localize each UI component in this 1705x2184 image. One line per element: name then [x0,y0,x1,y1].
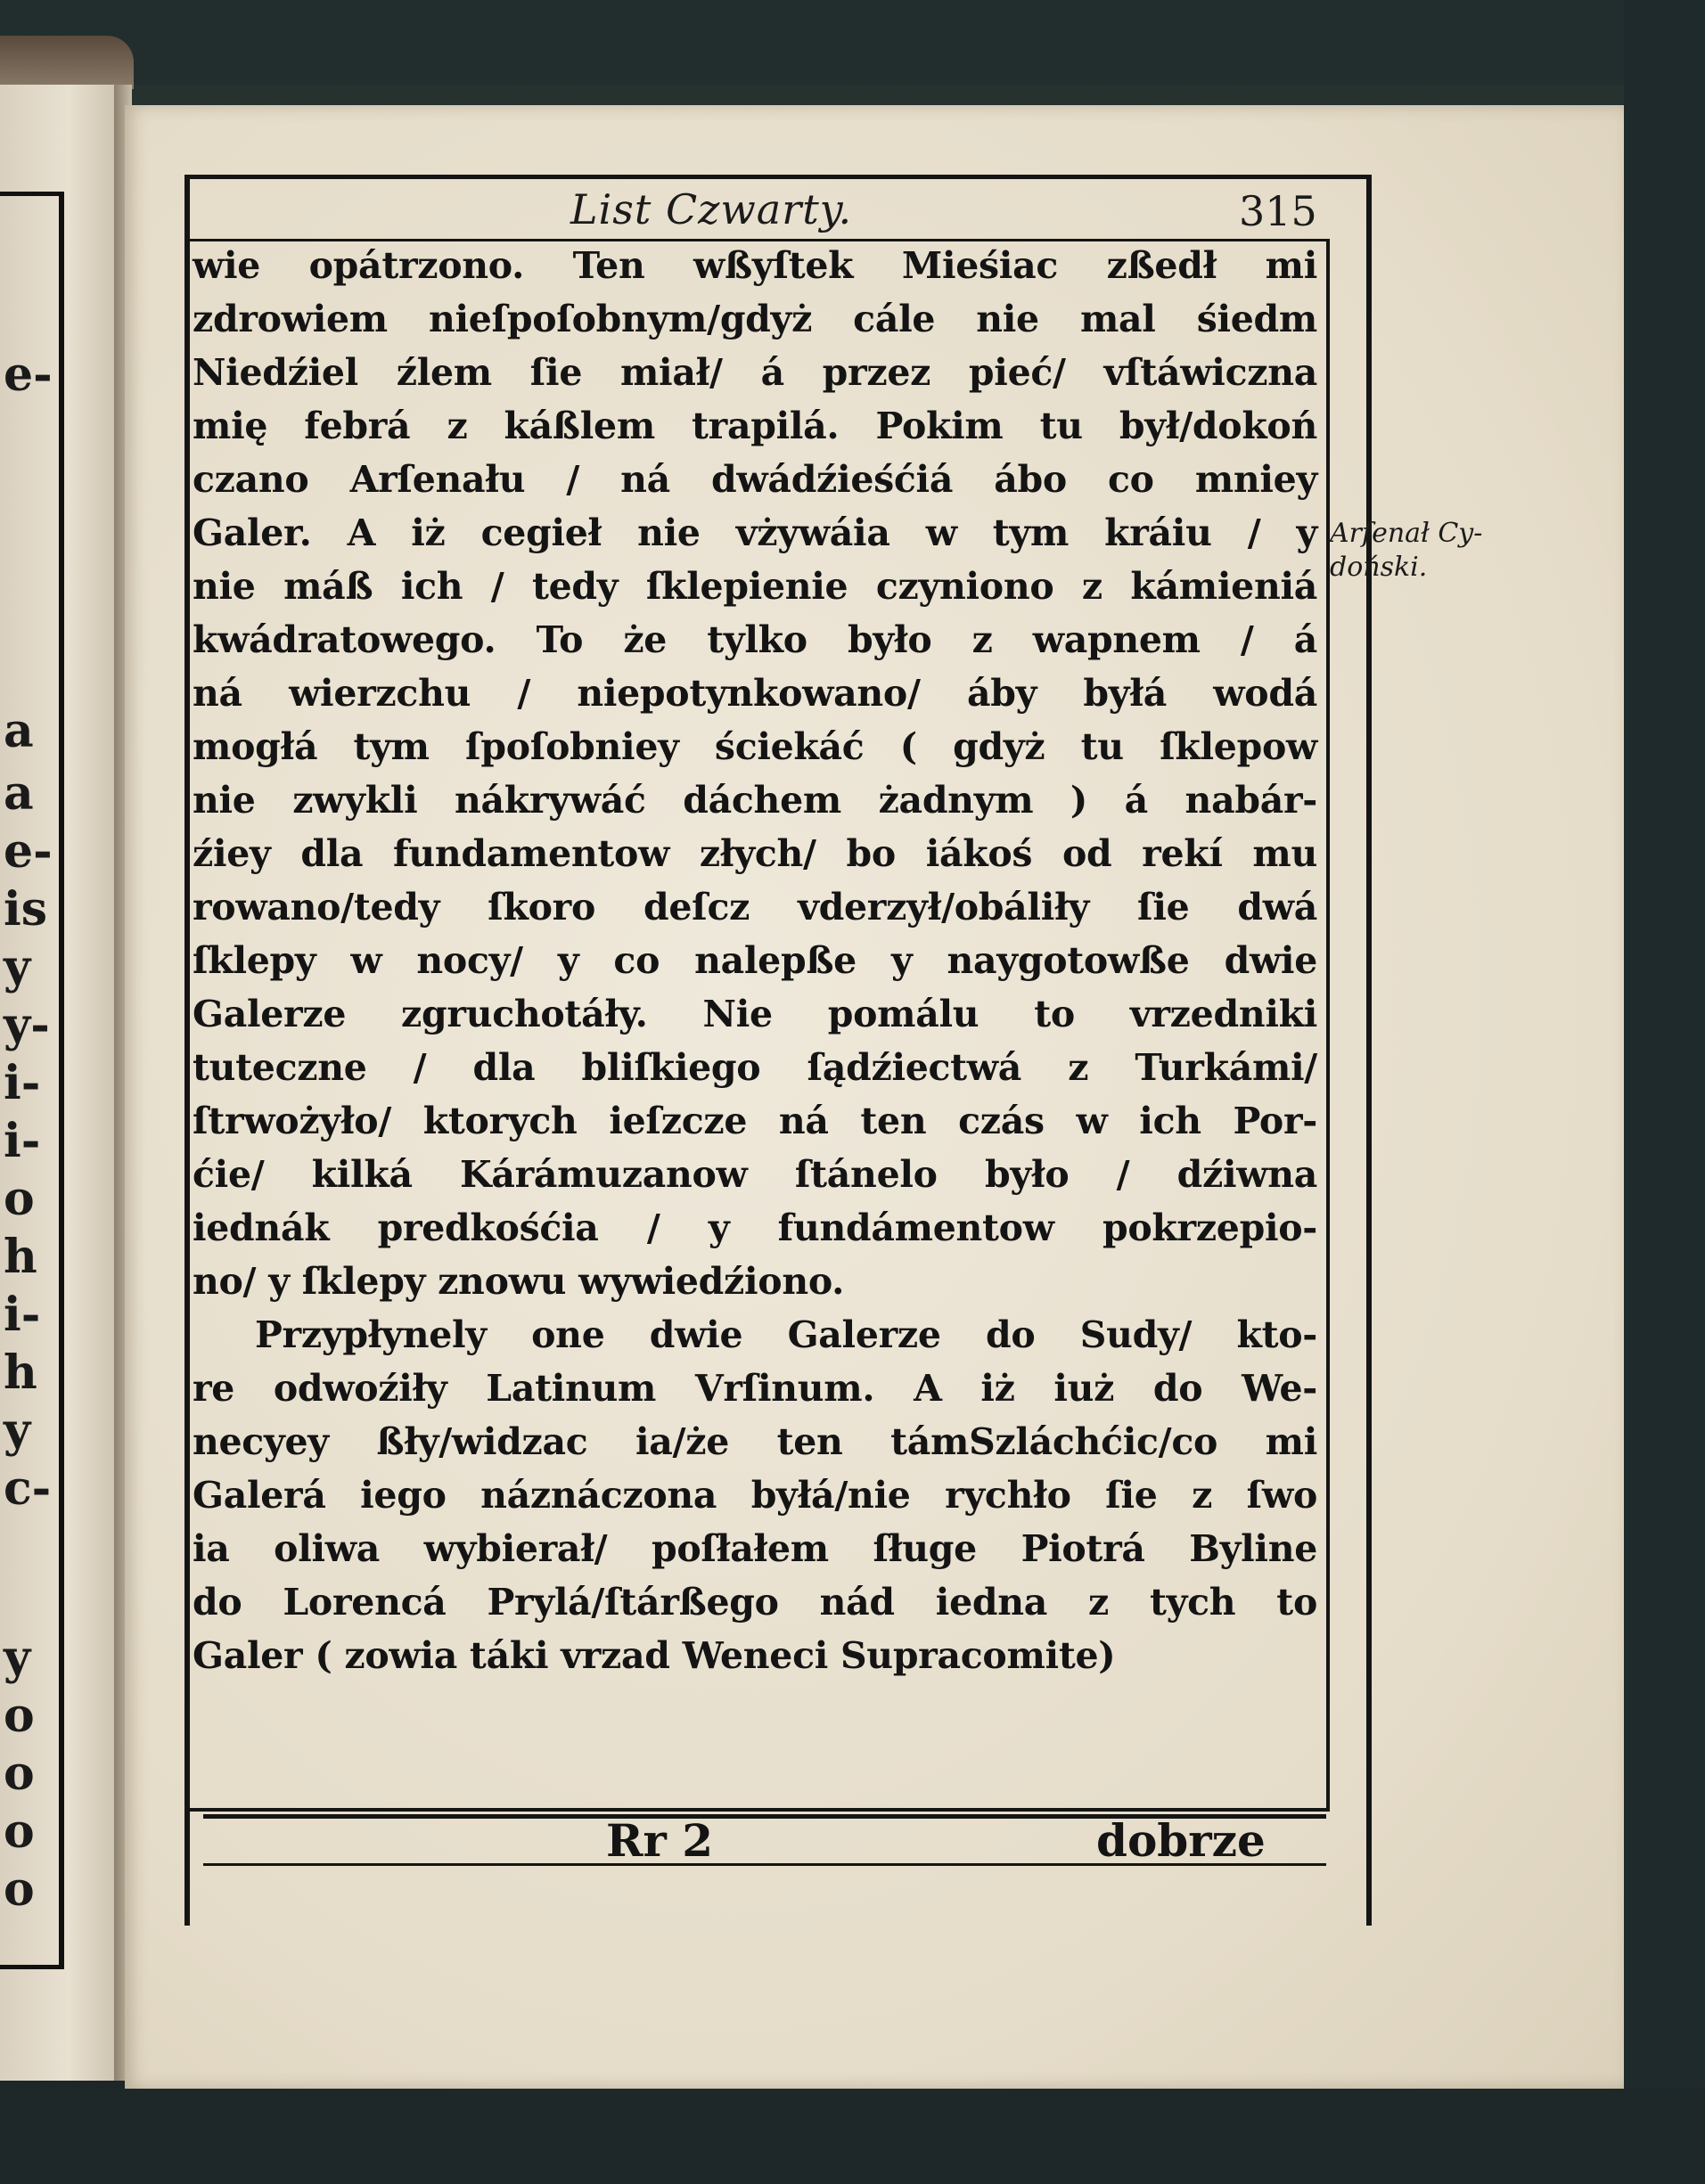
page-number: 315 [1239,187,1317,235]
edge-text-fragment: o [4,1746,35,1801]
edge-text-fragment: h [4,1346,37,1400]
text-line: tuteczne / dla bliſkiego ſądźiectwá z Turkámi/ [193,1046,1317,1089]
text-line: mogłá tym ſpoſobniey ściekáć ( gdyż tu ſklepow [193,725,1317,768]
margin-note [1330,517,1499,585]
edge-text-fragment: i- [4,1288,41,1342]
book-cover-corner [0,36,134,89]
left-page-top-rule [0,192,64,196]
text-line: ia oliwa wybierał/ poſłałem ſługe Piotrá Byline [193,1527,1317,1570]
edge-text-fragment: a [4,704,34,758]
left-facing-page [0,85,117,2081]
text-line: zdrowiem nieſpoſobnym/gdyż cále nie mal śiedm [193,298,1317,340]
text-line: Przypłynely one dwie Galerze do Sudy/ kto- [255,1313,1317,1356]
text-line: kwádratowego. To że tylko było z wapnem / á [193,618,1317,661]
edge-text-fragment: e- [4,348,53,402]
edge-text-fragment: c- [4,1461,52,1516]
margin-note-line: Arſenał Cy- [1330,518,1483,549]
edge-text-fragment: o [4,1172,35,1226]
edge-text-fragment: i- [4,1114,41,1168]
main-page [125,105,1624,2089]
left-page-bottom-rule [0,1965,64,1969]
text-line: Galerá iego náznáczona byłá/nie rychło ſie z ſwo [193,1474,1317,1517]
text-line: no/ y ſklepy znowu wywiedźiono. [193,1260,845,1303]
scan-top-border [0,0,1705,85]
text-line: ſtrwożyło/ ktorych ieſzcze ná ten czás w ich Por- [193,1100,1317,1142]
margin-note-line: doński. [1330,552,1428,583]
text-line: Galer ( zowia táki vrzad Weneci Supracomite) [193,1634,1116,1677]
text-line: nie máß ich / tedy ſklepienie czyniono z kámieniá [193,565,1317,608]
edge-text-fragment: y [4,940,31,994]
left-page-frame-rule [59,192,64,1965]
edge-text-fragment: o [4,1804,35,1859]
running-head: List Czwarty. [570,185,853,233]
catchword: dobrze [1096,1814,1266,1867]
text-line: źiey dla fundamentow złych/ bo iákoś od rekí mu [193,832,1317,875]
edge-text-fragment: i- [4,1056,41,1110]
scan-right-border [1624,0,1705,2184]
text-line: Galerze zgruchotáły. Nie pomálu to vrzedniki [193,993,1317,1035]
edge-text-fragment: y [4,1631,31,1685]
text-line: iednák predkośćia / y fundámentow pokrzepio- [193,1207,1317,1249]
edge-text-fragment: is [4,882,48,937]
text-line: nie zwykli nákrywáć dáchem żadnym ) á nabár- [193,779,1317,822]
body-text [193,239,1317,1682]
text-line: ćie/ kilká Kárámuzanow ſtánelo było / dźiwna [193,1153,1317,1196]
text-line: ná wierzchu / niepotynkowano/ áby byłá wodá [193,672,1317,715]
text-line: necyey ßły/widzac ia/że ten támSzláchćic/co mi [193,1420,1317,1463]
edge-text-fragment: a [4,766,34,821]
edge-text-fragment: h [4,1230,37,1284]
text-line: ſklepy w nocy/ y co nalepße y naygotowße dwie [193,939,1317,982]
text-line: mię febrá z káßlem trapilá. Pokim tu był/dokoń [193,405,1317,447]
text-line: Niedźiel źlem ſie miał/ á przez pieć/ vſtáwiczna [193,351,1317,394]
text-line: re odwoźiły Latinum Vrſinum. A iż iuż do We- [193,1367,1317,1410]
edge-text-fragment: y [4,1403,31,1458]
text-line: czano Arſenału / ná dwádźieśćiá ábo co mniey [193,458,1317,501]
edge-text-fragment: y- [4,998,50,1052]
edge-text-fragment: o [4,1689,35,1743]
text-line: Galer. A iż cegieł nie vżywáia w tym kráiu / y [193,511,1317,554]
text-line: do Lorencá Prylá/ſtárßego nád iedna z tych to [193,1581,1317,1624]
edge-text-fragment: o [4,1862,35,1917]
signature-mark: Rr 2 [606,1814,714,1867]
text-line: wie opátrzono. Ten wßyſtek Mieśiac zßedł mi [193,244,1317,287]
edge-text-fragment: e- [4,824,53,879]
text-line: rowano/tedy ſkoro deſcz vderzył/obáliły ſie dwá [193,886,1317,928]
scan-bottom-border [0,2089,1705,2184]
